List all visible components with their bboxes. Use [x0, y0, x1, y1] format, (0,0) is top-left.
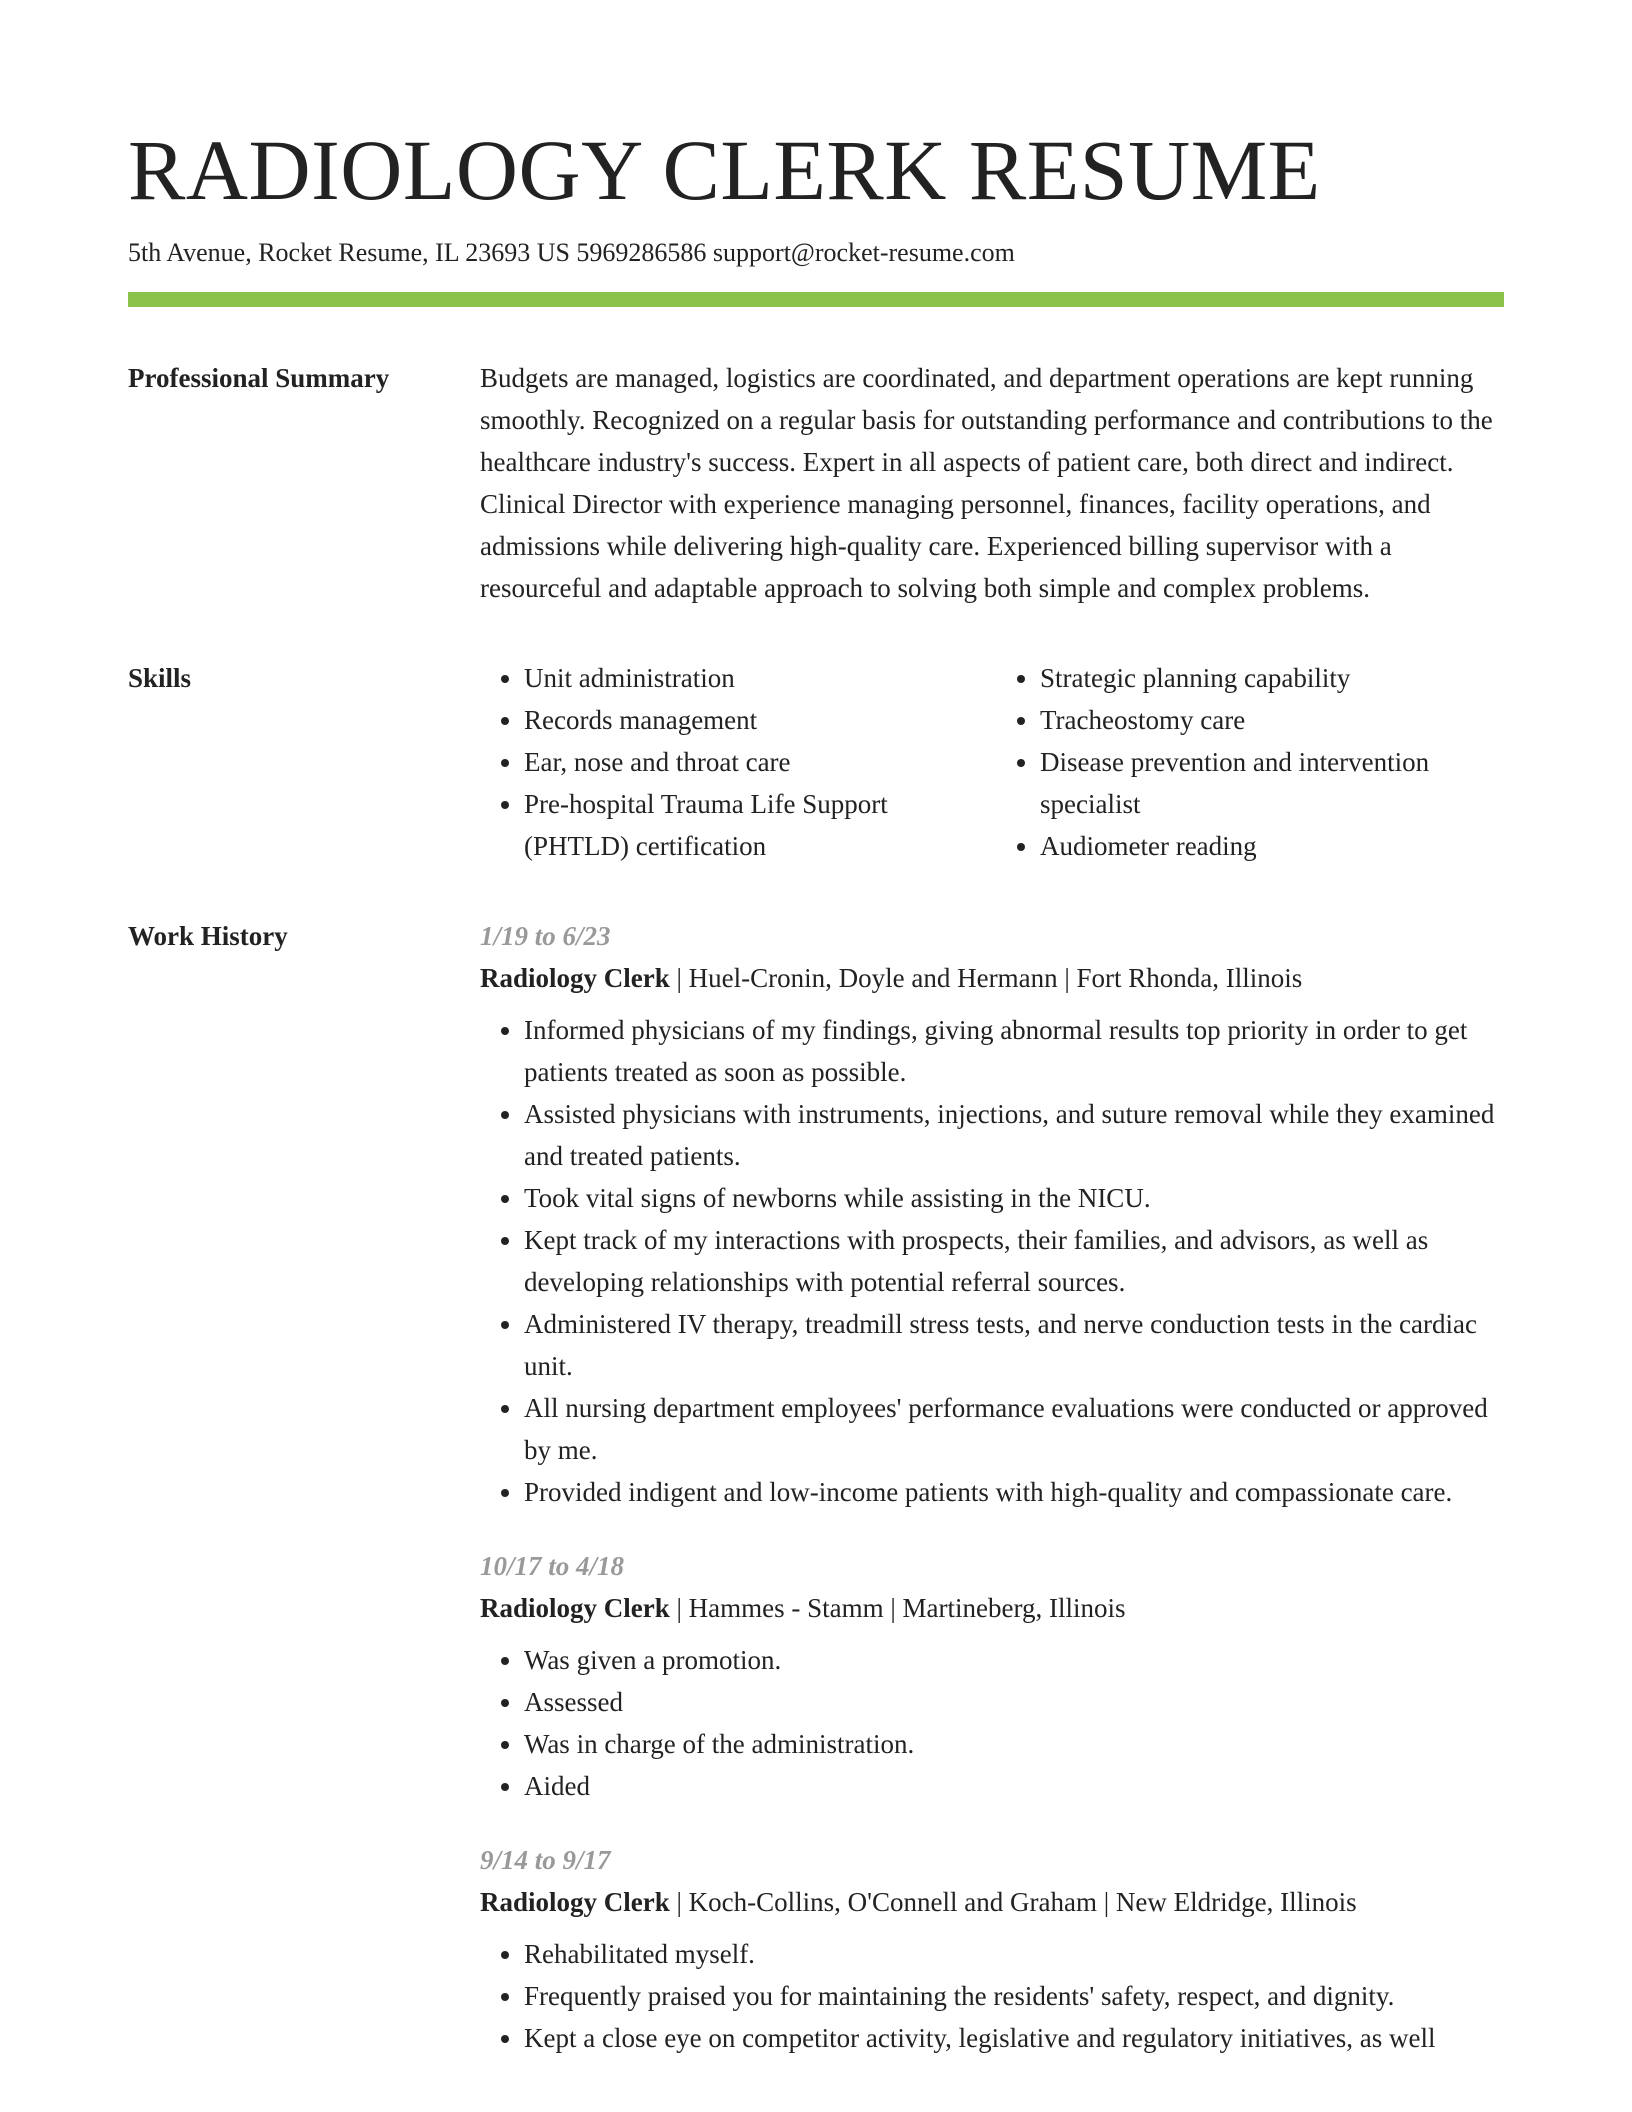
- job-bullet: • Informed physicians of my findings, giving abnormal results top priority in order to get patients treated as soon as possible.: [524, 1009, 1504, 1093]
- job-bullet: • Kept track of my interactions with prospects, their families, and advisors, as well as developing relationships with potential referral sources.: [524, 1219, 1504, 1303]
- skill-item: • Unit administration: [524, 657, 984, 699]
- work-history-section: [128, 915, 1504, 2091]
- job-bullet: • Assisted physicians with instruments, injections, and suture removal while they examined and treated patients.: [524, 1093, 1504, 1177]
- job-bullet: • Was in charge of the administration.: [524, 1723, 1504, 1765]
- job-dates: 1/19 to 6/23: [480, 921, 611, 951]
- job-bullet: • Was given a promotion.: [524, 1639, 1504, 1681]
- skill-item: • Disease prevention and intervention specialist: [1040, 741, 1510, 825]
- job-bullets: [480, 1933, 1504, 2059]
- job-details: | Huel-Cronin, Doyle and Hermann | Fort Rhonda, Illinois: [669, 963, 1303, 993]
- work-history-heading: Work History: [128, 921, 288, 951]
- job-bullet: • Aided: [524, 1765, 1504, 1807]
- work-history-body: [480, 915, 1504, 2091]
- job-header: [480, 957, 1504, 999]
- resume-page: [128, 0, 1504, 2091]
- summary-text: Budgets are managed, logistics are coordinated, and department operations are kept running smoothly. Recognized on a regular basis for outstanding performance and contributions to the healthcare industry's success. Expert in all aspects of patient care, both direct and indirect. Clinical Director with experience managing personnel, finances, facility operations, and admissions while delivering high-quality care. Experienced billing supervisor with a resourceful and adaptable approach to solving both simple and complex problems.: [480, 363, 1493, 603]
- job-dates: 9/14 to 9/17: [480, 1845, 611, 1875]
- summary-body: [480, 357, 1504, 609]
- skill-item: • Strategic planning capability: [1040, 657, 1510, 699]
- job-bullet: • All nursing department employees' performance evaluations were conducted or approved by me.: [524, 1387, 1504, 1471]
- resume-title: RADIOLOGY CLERK RESUME: [128, 122, 1321, 218]
- job-details: | Koch-Collins, O'Connell and Graham | New Eldridge, Illinois: [669, 1887, 1357, 1917]
- contact-line: 5th Avenue, Rocket Resume, IL 23693 US 5969286586 support@rocket-resume.com: [128, 238, 1015, 267]
- skills-list-left: [480, 657, 984, 867]
- job-dates: 10/17 to 4/18: [480, 1551, 625, 1581]
- job-title: Radiology Clerk: [480, 963, 670, 993]
- summary-section: [128, 357, 1504, 609]
- skill-item: • Records management: [524, 699, 984, 741]
- job-bullet: • Frequently praised you for maintaining the residents' safety, respect, and dignity.: [524, 1975, 1504, 2017]
- job-header: [480, 1881, 1504, 1923]
- skill-item: • Audiometer reading: [1040, 825, 1510, 867]
- job-entry: [480, 915, 1504, 1513]
- job-bullet: • Took vital signs of newborns while assisting in the NICU.: [524, 1177, 1504, 1219]
- job-bullet: • Kept a close eye on competitor activity, legislative and regulatory initiatives, as well: [524, 2017, 1504, 2059]
- skills-heading: Skills: [128, 663, 192, 693]
- header-divider: [128, 292, 1504, 307]
- skill-item: • Pre-hospital Trauma Life Support (PHTLD) certification: [524, 783, 984, 867]
- job-bullets: [480, 1639, 1504, 1807]
- skill-item: • Tracheostomy care: [1040, 699, 1510, 741]
- job-title: Radiology Clerk: [480, 1887, 670, 1917]
- job-entry: [480, 1545, 1504, 1807]
- skills-list-right: [996, 657, 1510, 867]
- job-bullets: [480, 1009, 1504, 1513]
- job-bullet: • Administered IV therapy, treadmill stress tests, and nerve conduction tests in the cardiac unit.: [524, 1303, 1504, 1387]
- skills-body: [480, 657, 1504, 867]
- job-details: | Hammes - Stamm | Martineberg, Illinois: [669, 1593, 1126, 1623]
- job-bullet: • Rehabilitated myself.: [524, 1933, 1504, 1975]
- job-bullet: • Assessed: [524, 1681, 1504, 1723]
- job-header: [480, 1587, 1504, 1629]
- skills-section: [128, 657, 1504, 867]
- skill-item: • Ear, nose and throat care: [524, 741, 984, 783]
- job-bullet: • Provided indigent and low-income patients with high-quality and compassionate care.: [524, 1471, 1504, 1513]
- job-entry: [480, 1839, 1504, 2059]
- job-title: Radiology Clerk: [480, 1593, 670, 1623]
- summary-heading: Professional Summary: [128, 363, 390, 393]
